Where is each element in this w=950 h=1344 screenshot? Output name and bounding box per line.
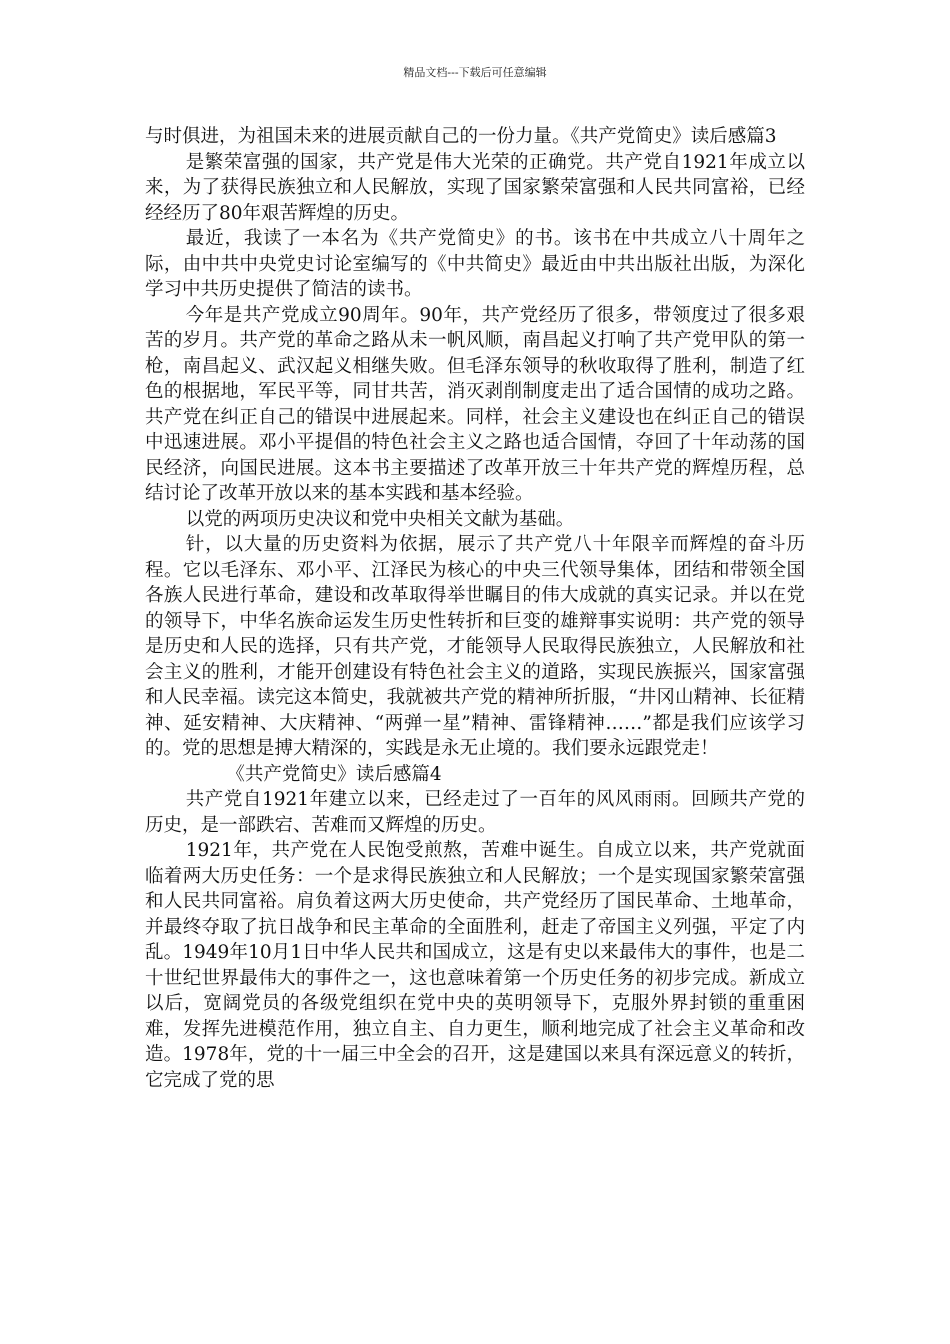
paragraph: 今年是共产党成立90周年。90年，共产党经历了很多，带领度过了很多艰苦的岁月。共产党的革命之路从未一帆风顺，南昌起义打响了共产党甲队的第一枪，南昌起义、武汉起义相继失败。但毛泽东领导的秋收取得了胜利，制造了红色的根据地，军民平等，同甘共苦，消灭剥削制度走出了适合国情的成功之路。共产党在纠正自己的错误中进展起来。同样，社会主义建设也在纠正自己的错误中迅速进展。邓小平提倡的特色社会主义之路也适合国情，夺回了十年动荡的国民经济，向国民进展。这本书主要描述了改革开放三十年共产党的辉煌历程，总结讨论了改革开放以来的基本实践和基本经验。 (145, 304, 805, 504)
page-header: 精品文档---下载后可任意编辑 (403, 66, 547, 79)
paragraph: 最近，我读了一本名为《共产党简史》的书。该书在中共成立八十周年之际，由中共中央党史讨论室编写的《中共简史》最近由中共出版社出版，为深化学习中共历史提供了简洁的读书。 (145, 228, 805, 300)
paragraph: 1921年，共产党在人民饱受煎熬，苦难中诞生。自成立以来，共产党就面临着两大历史任务：一个是求得民族独立和人民解放；一个是实现国家繁荣富强和人民共同富裕。肩负着这两大历史使命，共产党经历了国民革命、土地革命，并最终夺取了抗日战争和民主革命的全面胜利，赶走了帝国主义列强，平定了内乱。1949年10月1日中华人民共和国成立，这是有史以来最伟大的事件，也是二十世纪世界最伟大的事件之一，这也意味着第一个历史任务的初步完成。新成立以后，宽阔党员的各级党组织在党中央的英明领导下，克服外界封锁的重重困难，发挥先进模范作用，独立自主、自力更生，顺利地完成了社会主义革命和改造。1978年，党的十一届三中全会的召开，这是建国以来具有深远意义的转折，它完成了党的思 (145, 840, 805, 1091)
paragraph: 与时俱进，为祖国未来的进展贡献自己的一份力量。《共产党简史》读后感篇3 (145, 126, 777, 147)
paragraph: 以党的两项历史决议和党中央相关文献为基础。 (185, 508, 575, 530)
paragraph: 针，以大量的历史资料为依据，展示了共产党八十年限辛而辉煌的奋斗历程。它以毛泽东、邓小平、江泽民为核心的中央三代领导集体，团结和带领全国各族人民进行革命，建设和改革取得举世瞩目的伟大成就的真实记录。并以在党的领导下，中华名族命运发生历史性转折和巨变的雄辩事实说明：共产党的领导是历史和人民的选择，只有共产党，才能领导人民取得民族独立，人民解放和社会主义的胜利，才能开创建设有特色社会主义的道路，实现民族振兴，国家富强和人民幸福。读完这本简史，我就被共产党的精神所折服，“井冈山精神、长征精神、延安精神、大庆精神、“两弹一星”精神、雷锋精神……”都是我们应该学习的。党的思想是搏大精深的，实践是永无止境的。我们要永远跟党走！ (145, 534, 805, 759)
paragraph: 是繁荣富强的国家，共产党是伟大光荣的正确党。共产党自1921年成立以来，为了获得民族独立和人民解放，实现了国家繁荣富强和人民共同富裕，已经经经历了80年艰苦辉煌的历史。 (145, 151, 805, 224)
paragraph: 共产党自1921年建立以来，已经走过了一百年的风风雨雨。回顾共产党的历史，是一部跌宕、苦难而又辉煌的历史。 (145, 789, 805, 836)
document-body (145, 124, 805, 1093)
section-title: 《共产党简史》读后感篇4 (226, 763, 442, 785)
